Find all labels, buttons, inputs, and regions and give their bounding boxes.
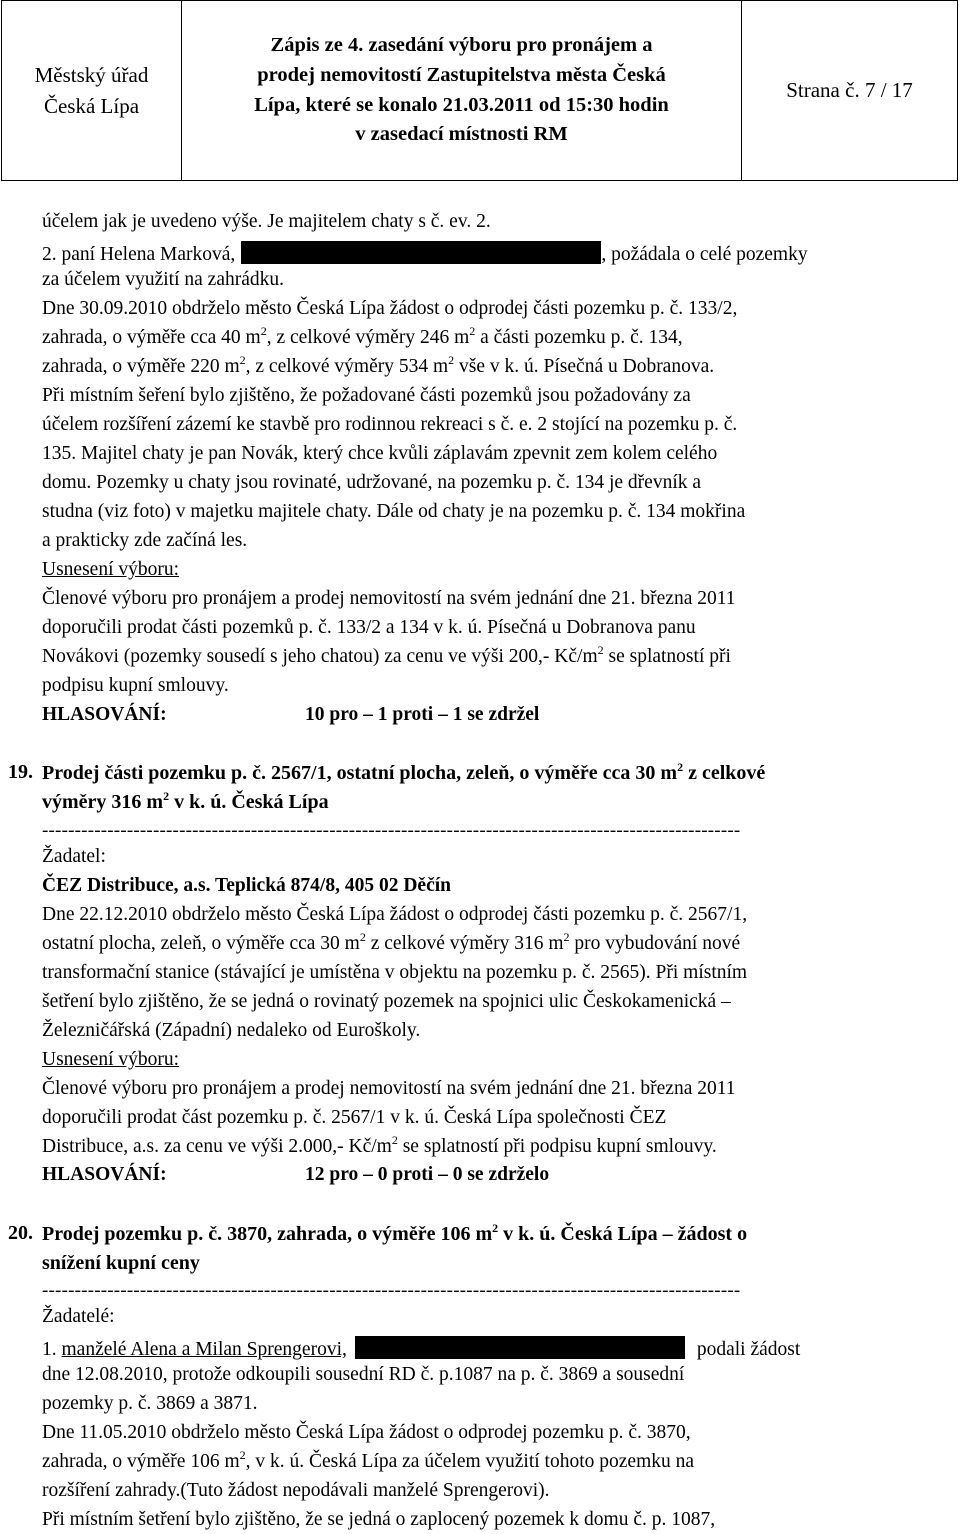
section-19-number: 19.	[8, 761, 33, 783]
s20-line-6: rozšíření zahrady.(Tuto žádost nepodávali manželé Sprengerovi).	[42, 1480, 550, 1501]
s20-line-1: 1. manželé Alena a Milan Sprengerovi, podali žádost	[42, 1336, 800, 1360]
applicants-label: Žadatelé:	[42, 1306, 115, 1327]
resolution-line-1: Členové výboru pro pronájem a prodej nemovitostí na svém jednání dne 21. března 2011	[42, 588, 736, 609]
p1-line-6: zahrada, o výměře 220 $m^2$, z celkové výměry 534 $m^2$ vše v k. ú. Písečná u Dobranova.	[42, 353, 715, 377]
resolution-line-2: doporučili prodat části pozemků p. č. 133/2 a 134 v k. ú. Písečná u Dobranova panu	[42, 617, 696, 638]
section-19-title-line-2: výměry 316 $m^2$ v k. ú. Česká Lípa	[42, 789, 329, 813]
section-20-title-line-2: snížení kupní ceny	[42, 1252, 200, 1274]
title-line-3: Lípa, které se konalo 21.03.2011 od 15:30 hodin	[254, 93, 669, 116]
office-line-1: Městský úřad	[34, 63, 149, 88]
s19-resolution-line-1: Členové výboru pro pronájem a prodej nemovitostí na svém jednání dne 21. března 2011	[42, 1078, 736, 1099]
s19-resolution-line-2: doporučili prodat část pozemku p. č. 2567/1 v k. ú. Česká Lípa společnosti ČEZ	[42, 1107, 667, 1128]
document-title	[182, 1, 742, 180]
s19-line-4: šetření bylo zjištěno, že se jedná o rovinatý pozemek na spojnici ulic Českokamenická –	[42, 991, 731, 1012]
p1-line-12: a prakticky zde začíná les.	[42, 530, 248, 551]
section-20-title-line-1: Prodej pozemku p. č. 3870, zahrada, o výměře 106 $m^2$ v k. ú. Česká Lípa – žádost o	[42, 1221, 748, 1245]
s20-line-3: pozemky p. č. 3869 a 3871.	[42, 1393, 258, 1414]
resolution-line-3: Novákovi (pozemky sousedí s jeho chatou) za cenu ve výši 200,- $Kč/m^2$ se splatností při	[42, 643, 731, 667]
p1-line-5: zahrada, o výměře cca 40 $m^2$, z celkové výměry 246 $m^2$ a části pozemku p. č. 134,	[42, 324, 683, 348]
separator-line-2: -----------------------------------------------------------------------------------------------------------	[42, 1281, 741, 1300]
title-line-4: v zasedací místnosti RM	[355, 123, 568, 146]
p1-line-8: účelem rozšíření zázemí ke stavbě pro rodinnou rekreaci s č. e. 2 stojící na pozemku p. č.	[42, 414, 738, 435]
p1-line-1: účelem jak je uvedeno výše. Je majitelem chaty s č. ev. 2.	[42, 211, 491, 232]
resolution-label: Usnesení výboru:	[42, 559, 180, 580]
title-line-2: prodej nemovitostí Zastupitelstva města Česká	[257, 63, 666, 86]
s19-resolution-label: Usnesení výboru:	[42, 1049, 180, 1070]
separator-line: -----------------------------------------------------------------------------------------------------------	[42, 821, 741, 840]
s19-resolution-line-3: Distribuce, a.s. za cenu ve výši 2.000,- $Kč/m^2$ se splatností při podpisu kupní smlouvy.	[42, 1133, 717, 1157]
vote-result: 10 pro – 1 proti – 1 se zdržel	[305, 704, 540, 725]
resolution-line-4: podpisu kupní smlouvy.	[42, 675, 229, 696]
applicant-name: ČEZ Distribuce, a.s. Teplická 874/8, 405 02 Děčín	[42, 875, 451, 896]
p1-line-7: Při místním šeření bylo zjištěno, že požadované části pozemků jsou požadovány za	[42, 385, 691, 406]
s19-line-5: Železničářská (Západní) nedaleko od Euroškoly.	[42, 1020, 421, 1041]
s19-vote-result: 12 pro – 0 proti – 0 se zdrželo	[305, 1164, 550, 1185]
p1-line-11: studna (viz foto) v majetku majitele chaty. Dále od chaty je na pozemku p. č. 134 mokřina	[42, 501, 746, 522]
s20-line-4: Dne 11.05.2010 obdrželo město Česká Lípa žádost o odprodej pozemku p. č. 3870,	[42, 1422, 691, 1443]
s19-line-1: Dne 22.12.2010 obdrželo město Česká Lípa žádost o odprodej části pozemku p. č. 2567/1,	[42, 904, 748, 925]
s20-line-7: Při místním šetření bylo zjištěno, že se jedná o zaplocený pozemek k domu č. p. 1087,	[42, 1509, 716, 1530]
p1-line-9: 135. Majitel chaty je pan Novák, který chce kvůli záplavám zpevnit zem kolem celého	[42, 443, 718, 464]
s20-line-5: zahrada, o výměře 106 $m^2$, v k. ú. Česká Lípa za účelem využití tohoto pozemku na	[42, 1448, 695, 1472]
p1-line-4: Dne 30.09.2010 obdrželo město Česká Lípa žádost o odprodej části pozemku p. č. 133/2,	[42, 298, 738, 319]
office-line-2: Česká Lípa	[43, 93, 140, 118]
p1-line-10: domu. Pozemky u chaty jsou rovinaté, udržované, na pozemku p. č. 134 je dřevník a	[42, 472, 702, 493]
title-line-1: Zápis ze 4. zasedání výboru pro pronájem a	[270, 34, 653, 57]
section-20-number: 20.	[8, 1222, 33, 1244]
p1-line-3: za účelem využití na zahrádku.	[42, 269, 285, 290]
s19-vote-label: HLASOVÁNÍ:	[42, 1164, 167, 1185]
vote-label: HLASOVÁNÍ:	[42, 704, 167, 725]
redacted-address-2	[355, 1336, 685, 1359]
p1-line-2: 2. paní Helena Marková, , požádala o celé pozemky	[42, 241, 808, 265]
s19-line-3: transformační stanice (stávající je umístěna v objektu na pozemku p. č. 2565). Při místním	[42, 962, 748, 983]
page-header	[1, 0, 958, 181]
page-number: Strana č. 7 / 17	[786, 78, 913, 102]
section-19-title-line-1: Prodej části pozemku p. č. 2567/1, ostatní plocha, zeleň, o výměře cca 30 $m^2$ z celkové	[42, 760, 766, 784]
s20-line-2: dne 12.08.2010, protože odkoupili sousední RD č. p.1087 na p. č. 3869 a sousední	[42, 1364, 685, 1385]
office-cell	[2, 1, 182, 180]
applicant-label: Žadatel:	[42, 846, 106, 867]
s19-line-2: ostatní plocha, zeleň, o výměře cca 30 $m^2$ z celkové výměry 316 $m^2$ pro vybudování nové	[42, 930, 741, 954]
redacted-address	[241, 241, 601, 264]
